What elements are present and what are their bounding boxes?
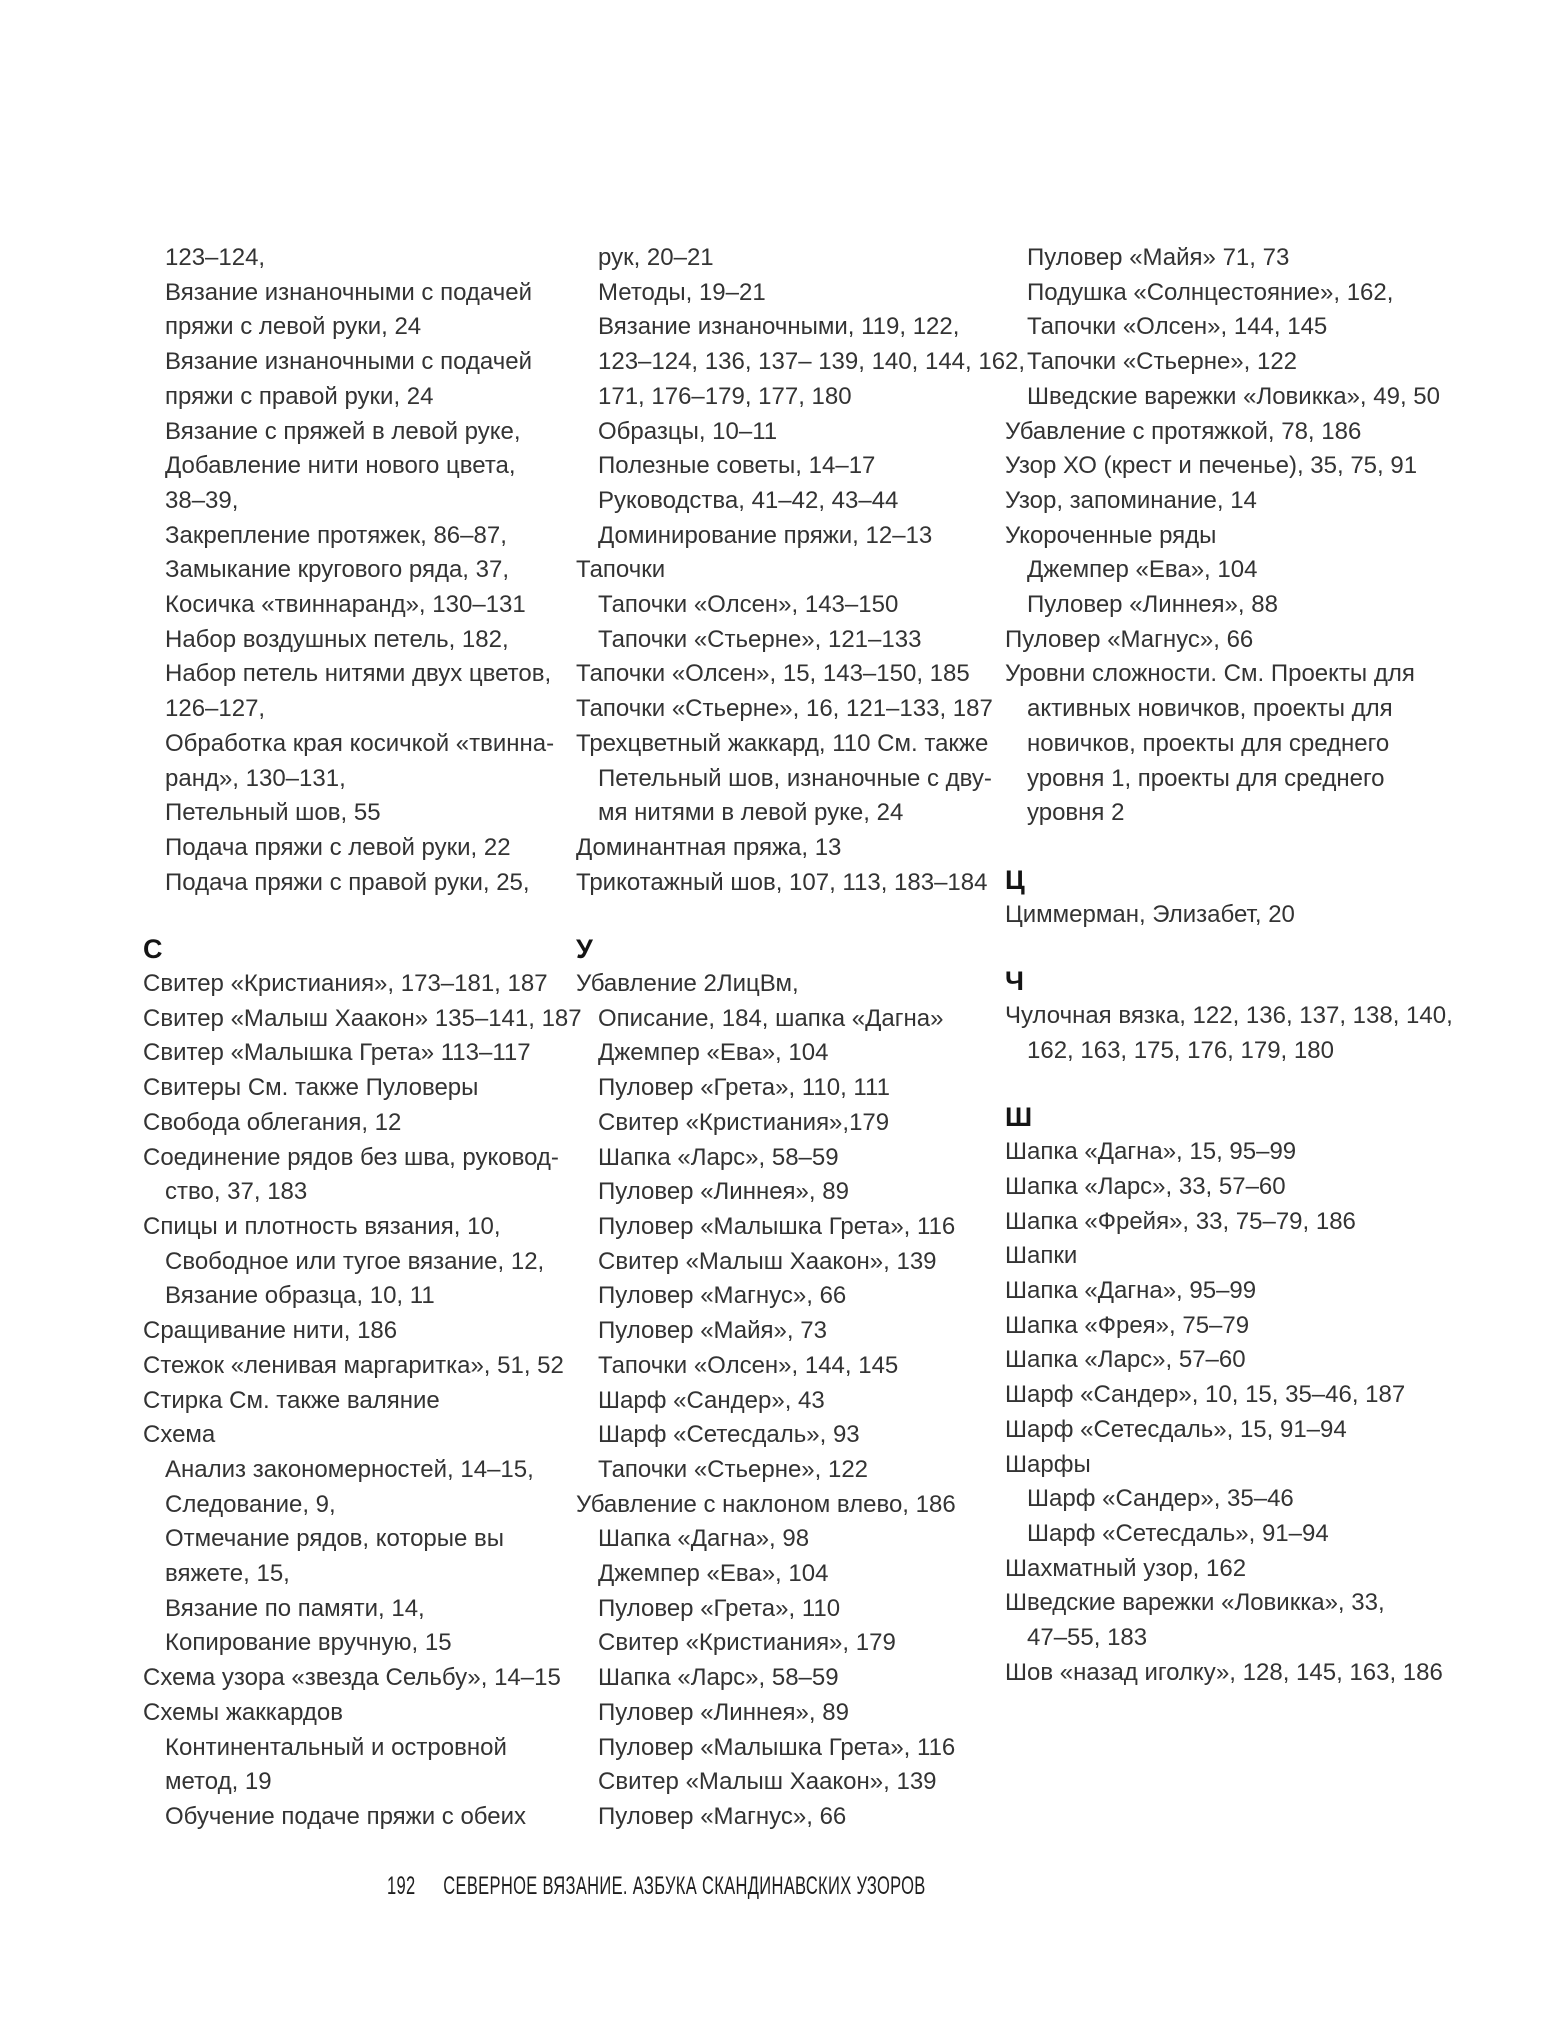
index-entry-line: Сращивание нити, 186 <box>143 1317 398 1345</box>
index-entry-line: Отмечание рядов, которые вы <box>165 1525 505 1553</box>
index-entry-line: пряжи с левой руки, 24 <box>165 313 422 341</box>
index-entry-line: Вязание образца, 10, 11 <box>165 1282 435 1310</box>
index-entry-line: Тапочки «Олсен», 143–150 <box>598 591 899 619</box>
index-entry-line: Подача пряжи с левой руки, 22 <box>165 833 511 861</box>
index-entry-line: Шапка «Фрейя», 33, 75–79, 186 <box>1005 1207 1356 1235</box>
page-footer <box>387 1872 926 1901</box>
index-entry-line: новичков, проекты для среднего <box>1027 729 1390 757</box>
index-entry-line: Пуловер «Малышка Грета», 116 <box>598 1733 956 1761</box>
index-entry-line: Тапочки «Стьерне», 16, 121–133, 187 <box>576 695 993 723</box>
index-entry-line: Свитер «Малыш Хаакон», 139 <box>598 1247 937 1275</box>
index-entry-line: 123–124, <box>165 244 266 271</box>
running-title: СЕВЕРНОЕ ВЯЗАНИЕ. АЗБУКА СКАНДИНАВСКИХ УЗОРОВ <box>443 1872 926 1900</box>
index-section-heading: Ц <box>1005 864 1025 895</box>
index-entry-line: Свитер «Кристиания», 179 <box>598 1629 896 1657</box>
index-entry-line: Схема <box>143 1421 216 1449</box>
index-entry-line: 126–127, <box>165 695 266 723</box>
index-column-3 <box>1005 241 1465 1690</box>
index-entry-line: уровня 2 <box>1027 799 1125 827</box>
index-entry-line: Вязание изнаночными, 119, 122, <box>598 313 960 341</box>
index-entry-line: 123–124, 136, 137– 139, 140, 144, 162, <box>598 348 1026 376</box>
index-entry-line: Стирка См. также валяние <box>143 1386 440 1414</box>
index-entry-line: Свитер «Малыш Хаакон», 139 <box>598 1768 937 1796</box>
index-entry-line: Подача пряжи с правой руки, 25, <box>165 868 530 896</box>
index-entry-line: Соединение рядов без шва, руковод- <box>143 1143 559 1171</box>
index-entry-line: Трикотажный шов, 107, 113, 183–184 <box>576 868 988 896</box>
index-entry-line: Укороченные ряды <box>1005 521 1217 549</box>
index-entry-line: Тапочки «Стьерне», 122 <box>598 1455 869 1483</box>
index-entry-line: Полезные советы, 14–17 <box>598 452 876 480</box>
index-entry-line: Образцы, 10–11 <box>598 417 778 445</box>
index-entry-line: Шапки <box>1005 1242 1078 1270</box>
index-entry-line: ство, 37, 183 <box>165 1178 308 1206</box>
index-section-heading: У <box>576 934 593 965</box>
index-entry-line: Свитер «Кристиания», 173–181, 187 <box>143 970 548 998</box>
index-entry-line: Описание, 184, шапка «Дагна» <box>598 1004 944 1032</box>
index-entry-line: Шапка «Ларс», 58–59 <box>598 1664 839 1692</box>
index-entry-line: вяжете, 15, <box>165 1560 290 1588</box>
index-entry-line: Шапка «Дагна», 15, 95–99 <box>1005 1138 1297 1166</box>
index-entry-line: метод, 19 <box>165 1768 272 1796</box>
index-entry-line: активных новичков, проекты для <box>1027 695 1393 723</box>
index-entry-line: пряжи с правой руки, 24 <box>165 382 434 410</box>
index-entry-line: Шапка «Дагна», 98 <box>598 1525 810 1553</box>
index-entry-line: Свитер «Кристиания»,179 <box>598 1108 890 1136</box>
index-entry-line: Шов «назад иголку», 128, 145, 163, 186 <box>1005 1658 1443 1686</box>
index-entry-line: Замыкание кругового ряда, 37, <box>165 556 509 584</box>
index-column-2 <box>576 241 1026 1835</box>
index-entry-line: Пуловер «Магнус», 66 <box>598 1802 847 1830</box>
index-entry-line: Пуловер «Грета», 110 <box>598 1594 841 1622</box>
index-entry-line: 171, 176–179, 177, 180 <box>598 382 852 410</box>
index-entry-line: Уровни сложности. См. Проекты для <box>1005 660 1415 688</box>
index-entry-line: Тапочки «Олсен», 144, 145 <box>1027 313 1328 341</box>
index-entry-line: Джемпер «Ева», 104 <box>1027 556 1258 584</box>
index-entry-line: Стежок «ленивая маргаритка», 51, 52 <box>143 1351 564 1379</box>
index-entry-line: Пуловер «Линнея», 88 <box>1027 591 1278 619</box>
index-entry-line: Копирование вручную, 15 <box>165 1629 452 1657</box>
index-entry-line: Обучение подаче пряжи с обеих <box>165 1802 527 1830</box>
index-entry-line: Схемы жаккардов <box>143 1698 344 1726</box>
index-section-heading: Ч <box>1005 966 1024 997</box>
index-entry-line: Вязание с пряжей в левой руке, <box>165 417 521 445</box>
index-entry-line: Руководства, 41–42, 43–44 <box>598 486 899 514</box>
index-entry-line: Тапочки «Стьерне», 121–133 <box>598 625 922 653</box>
index-entry-line: Подушка «Солнцестояние», 162, <box>1027 278 1394 306</box>
index-entry-line: Пуловер «Майя» 71, 73 <box>1027 244 1290 271</box>
index-entry-line: мя нитями в левой руке, 24 <box>598 799 904 827</box>
index-entry-line: Доминирование пряжи, 12–13 <box>598 521 933 549</box>
index-entry-line: Узор, запоминание, 14 <box>1005 486 1257 514</box>
index-entry-line: Свитер «Малышка Грета» 113–117 <box>143 1039 531 1067</box>
index-entry-line: Шапка «Ларс», 33, 57–60 <box>1005 1172 1286 1200</box>
index-entry-line: Пуловер «Линнея», 89 <box>598 1178 849 1206</box>
index-entry-line: Закрепление протяжек, 86–87, <box>165 521 507 549</box>
index-entry-line: Вязание изнаночными с подачей <box>165 278 532 306</box>
index-entry-line: Шапка «Дагна», 95–99 <box>1005 1276 1257 1304</box>
index-entry-line: Вязание по памяти, 14, <box>165 1594 425 1622</box>
index-section-heading: С <box>143 934 163 965</box>
index-entry-line: уровня 1, проекты для среднего <box>1027 764 1385 792</box>
index-entry-line: Свитер «Малыш Хаакон» 135–141, 187 <box>143 1004 582 1032</box>
index-entry-line: Обработка края косичкой «твинна- <box>165 729 555 757</box>
index-entry-line: Косичка «твиннаранд», 130–131 <box>165 591 526 619</box>
index-entry-line: Свитеры См. также Пуловеры <box>143 1074 479 1102</box>
index-entry-line: Шапка «Фрея», 75–79 <box>1005 1311 1250 1339</box>
index-entry-line: Шарф «Сетесдаль», 91–94 <box>1027 1519 1329 1547</box>
index-entry-line: Шведские варежки «Ловикка», 33, <box>1005 1589 1385 1617</box>
index-entry-line: Шарф «Сандер», 35–46 <box>1027 1485 1294 1513</box>
index-entry-line: Шарф «Сандер», 43 <box>598 1386 825 1414</box>
index-entry-line: 47–55, 183 <box>1027 1624 1148 1652</box>
index-entry-line: Узор ХО (крест и печенье), 35, 75, 91 <box>1005 452 1418 480</box>
index-entry-line: Набор петель нитями двух цветов, <box>165 660 552 688</box>
index-entry-line: Пуловер «Магнус», 66 <box>598 1282 847 1310</box>
index-entry-line: Спицы и плотность вязания, 10, <box>143 1212 501 1240</box>
index-entry-line: 162, 163, 175, 176, 179, 180 <box>1027 1036 1334 1064</box>
index-entry-line: Свободное или тугое вязание, 12, <box>165 1247 545 1275</box>
index-entry-line: Убавление 2ЛицВм, <box>576 970 799 998</box>
page-number: 192 <box>387 1872 416 1900</box>
index-entry-line: Убавление с протяжкой, 78, 186 <box>1005 417 1362 445</box>
index-entry-line: Тапочки «Олсен», 144, 145 <box>598 1351 899 1379</box>
index-entry-line: Вязание изнаночными с подачей <box>165 348 532 376</box>
index-entry-line: Набор воздушных петель, 182, <box>165 625 509 653</box>
index-entry-line: Трехцветный жаккард, 110 См. также <box>576 729 989 757</box>
index-entry-line: Следование, 9, <box>165 1490 336 1518</box>
index-entry-line: Шахматный узор, 162 <box>1005 1554 1247 1582</box>
index-entry-line: Схема узора «звезда Сельбу», 14–15 <box>143 1664 561 1692</box>
index-entry-line: Пуловер «Линнея», 89 <box>598 1698 849 1726</box>
index-entry-line: Шапка «Ларс», 57–60 <box>1005 1346 1246 1374</box>
index-entry-line: Шарф «Сетесдаль», 93 <box>598 1421 860 1449</box>
index-entry-line: Шарф «Сетесдаль», 15, 91–94 <box>1005 1415 1347 1443</box>
index-entry-line: Шарф «Сандер», 10, 15, 35–46, 187 <box>1005 1381 1406 1409</box>
index-entry-line: Убавление с наклоном влево, 186 <box>576 1490 956 1518</box>
index-entry-line: Шарфы <box>1005 1450 1091 1478</box>
index-entry-line: Джемпер «Ева», 104 <box>598 1560 829 1588</box>
index-entry-line: Циммерман, Элизабет, 20 <box>1005 900 1295 928</box>
index-entry-line: Петельный шов, 55 <box>165 799 381 827</box>
index-entry-line: Добавление нити нового цвета, <box>165 452 516 480</box>
index-entry-line: Шведские варежки «Ловикка», 49, 50 <box>1027 382 1440 410</box>
index-entry-line: Методы, 19–21 <box>598 278 766 306</box>
index-entry-line: Анализ закономерностей, 14–15, <box>165 1455 534 1483</box>
index-entry-line: Тапочки «Олсен», 15, 143–150, 185 <box>576 660 970 688</box>
index-entry-line: рук, 20–21 <box>598 244 714 271</box>
index-column-1 <box>143 241 582 1835</box>
index-entry-line: Пуловер «Майя», 73 <box>598 1317 827 1345</box>
index-entry-line: Пуловер «Магнус», 66 <box>1005 625 1254 653</box>
index-entry-line: Континентальный и островной <box>165 1733 507 1761</box>
index-entry-line: Доминантная пряжа, 13 <box>576 833 842 861</box>
index-entry-line: Шапка «Ларс», 58–59 <box>598 1143 839 1171</box>
index-entry-line: Свобода облегания, 12 <box>143 1108 402 1136</box>
index-entry-line: ранд», 130–131, <box>165 764 346 792</box>
index-entry-line: Пуловер «Грета», 110, 111 <box>598 1074 890 1102</box>
index-entry-line: Джемпер «Ева», 104 <box>598 1039 829 1067</box>
index-entry-line: 38–39, <box>165 486 239 514</box>
index-entry-line: Чулочная вязка, 122, 136, 137, 138, 140, <box>1005 1002 1453 1030</box>
index-entry-line: Тапочки <box>576 556 666 584</box>
index-entry-line: Петельный шов, изнаночные с дву- <box>598 764 992 792</box>
index-entry-line: Пуловер «Малышка Грета», 116 <box>598 1212 956 1240</box>
index-entry-line: Тапочки «Стьерне», 122 <box>1027 348 1298 376</box>
index-section-heading: Ш <box>1005 1102 1033 1133</box>
